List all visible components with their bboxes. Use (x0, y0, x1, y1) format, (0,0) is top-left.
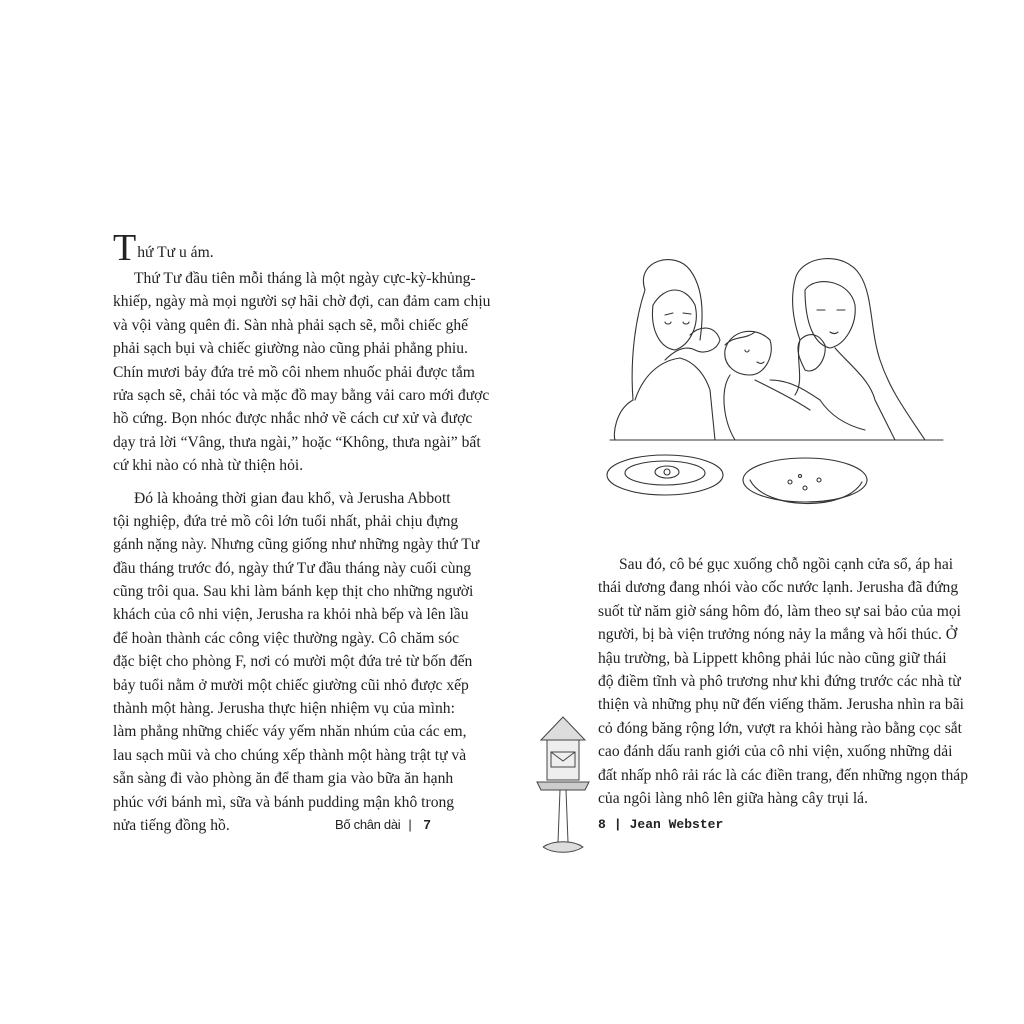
text-line: thành một hàng. Jerusha thực hiện nhiệm vụ của mình: (113, 700, 455, 718)
author-name: Jean Webster (629, 817, 724, 832)
text-line: dạy trả lời “Vâng, thưa ngài,” hoặc “Không, thưa ngài” bất (113, 433, 481, 451)
text-line: thiện và những phụ nữ đến viếng thăm. Jerusha nhìn ra bãi (598, 696, 964, 714)
family-eating-illustration (605, 250, 950, 530)
text-line: gánh nặng này. Nhưng cũng giống như những ngày thứ Tư (113, 536, 480, 554)
text-line: suốt từ năm giờ sáng hôm đó, làm theo sự sai bảo của mọi (598, 602, 961, 620)
text-line: bảy tuổi nằm ở mười một chiếc giường cũi nhỏ được xếp (113, 676, 469, 694)
page-number: 8 (598, 817, 606, 832)
opening-line (113, 227, 433, 269)
text-line: cũng trôi qua. Sau khi làm bánh kẹp thịt cho những người (113, 583, 474, 601)
text-line: cỏ đóng băng rộng lớn, vượt ra khỏi hàng rào bằng cọc sắt (598, 719, 963, 737)
book-title: Bố chân dài (335, 817, 401, 832)
text-line: thái dương đang nhói vào cốc nước lạnh. Jerusha đã đứng (598, 579, 959, 597)
text-line: nửa tiếng đồng hồ. (113, 816, 230, 834)
footer-separator: | (613, 817, 622, 832)
text-line: độ điềm tĩnh và phô trương như khi đứng trước các nhà từ (598, 672, 961, 690)
text-line: hậu trường, bà Lippett không phải lúc nào cũng giữ thái (598, 649, 947, 667)
text-line: để hoàn thành các công việc thường ngày. Cô chăm sóc (113, 629, 460, 647)
page-footer-left (335, 817, 430, 832)
drop-cap: T (113, 227, 137, 269)
page-number: 7 (423, 817, 431, 832)
text-line: và vội vàng quên đi. Sàn nhà phải sạch sẽ, mỗi chiếc ghế (113, 316, 469, 334)
text-line: cao đánh dấu ranh giới của cô nhi viện, xuống những dải (598, 743, 953, 761)
page-footer-right (598, 817, 723, 832)
left-page-text (113, 227, 491, 846)
text-line: tội nghiệp, đứa trẻ mồ côi lớn tuổi nhất, phải chịu đựng (113, 512, 459, 530)
opening-text: hứ Tư u ám. (137, 244, 214, 261)
text-line: Sau đó, cô bé gục xuống chỗ ngồi cạnh cửa sổ, áp hai (619, 556, 954, 573)
text-line: phải sạch bụi và chiếc giường nào cũng phải phẳng phiu. (113, 340, 468, 358)
text-line: lau sạch mũi và cho chúng xếp thành một hàng trật tự và (113, 746, 467, 764)
text-line: sẵn sàng đi vào phòng ăn để tham gia vào bữa ăn hạnh (113, 770, 454, 788)
text-line: rửa sạch sẽ, chải tóc và mặc đồ may bằng vải caro mới được (113, 386, 490, 404)
right-page-text (598, 553, 969, 819)
text-line: khách của cô nhi viện, Jerusha ra khỏi nhà bếp và lên lầu (113, 606, 469, 624)
text-line: cứ khi nào có nhà từ thiện hỏi. (113, 457, 304, 475)
text-line: của ngôi làng nhô lên giữa hàng cây trụi lá. (598, 789, 868, 807)
paragraph (113, 487, 480, 838)
footer-separator: | (408, 817, 412, 832)
text-line: Chín mươi bảy đứa trẻ mồ côi nhem nhuốc phải được tắm (113, 363, 475, 381)
text-line: phúc với bánh mì, sữa và bánh pudding mận khô trong (113, 793, 455, 811)
text-line: đất nhấp nhô rải rác là các điền trang, đến những ngọn tháp (598, 766, 969, 784)
text-line: đặc biệt cho phòng F, nơi có mười một đứa trẻ từ bốn đến (113, 653, 473, 671)
text-line: Thứ Tư đầu tiên mỗi tháng là một ngày cực-kỳ-khủng- (134, 270, 476, 287)
birdhouse-mailbox-illustration (533, 712, 593, 857)
text-line: Đó là khoảng thời gian đau khổ, và Jerusha Abbott (134, 489, 451, 507)
paragraph (113, 267, 491, 478)
paragraph (598, 553, 969, 810)
text-line: khiếp, ngày mà mọi người sợ hãi chờ đợi, can đảm cam chịu (113, 293, 491, 311)
text-line: hồ cứng. Bọn nhóc được nhắc nhở về cách cư xử và được (113, 410, 473, 428)
text-line: đầu tháng trước đó, ngày thứ Tư đầu tháng này cuối cùng (113, 559, 472, 577)
text-line: người, bị bà viện trưởng nóng nảy la mắng và hối thúc. Ở (598, 626, 958, 644)
text-line: làm phẳng những chiếc váy yếm nhăn nhúm của các em, (113, 723, 467, 741)
